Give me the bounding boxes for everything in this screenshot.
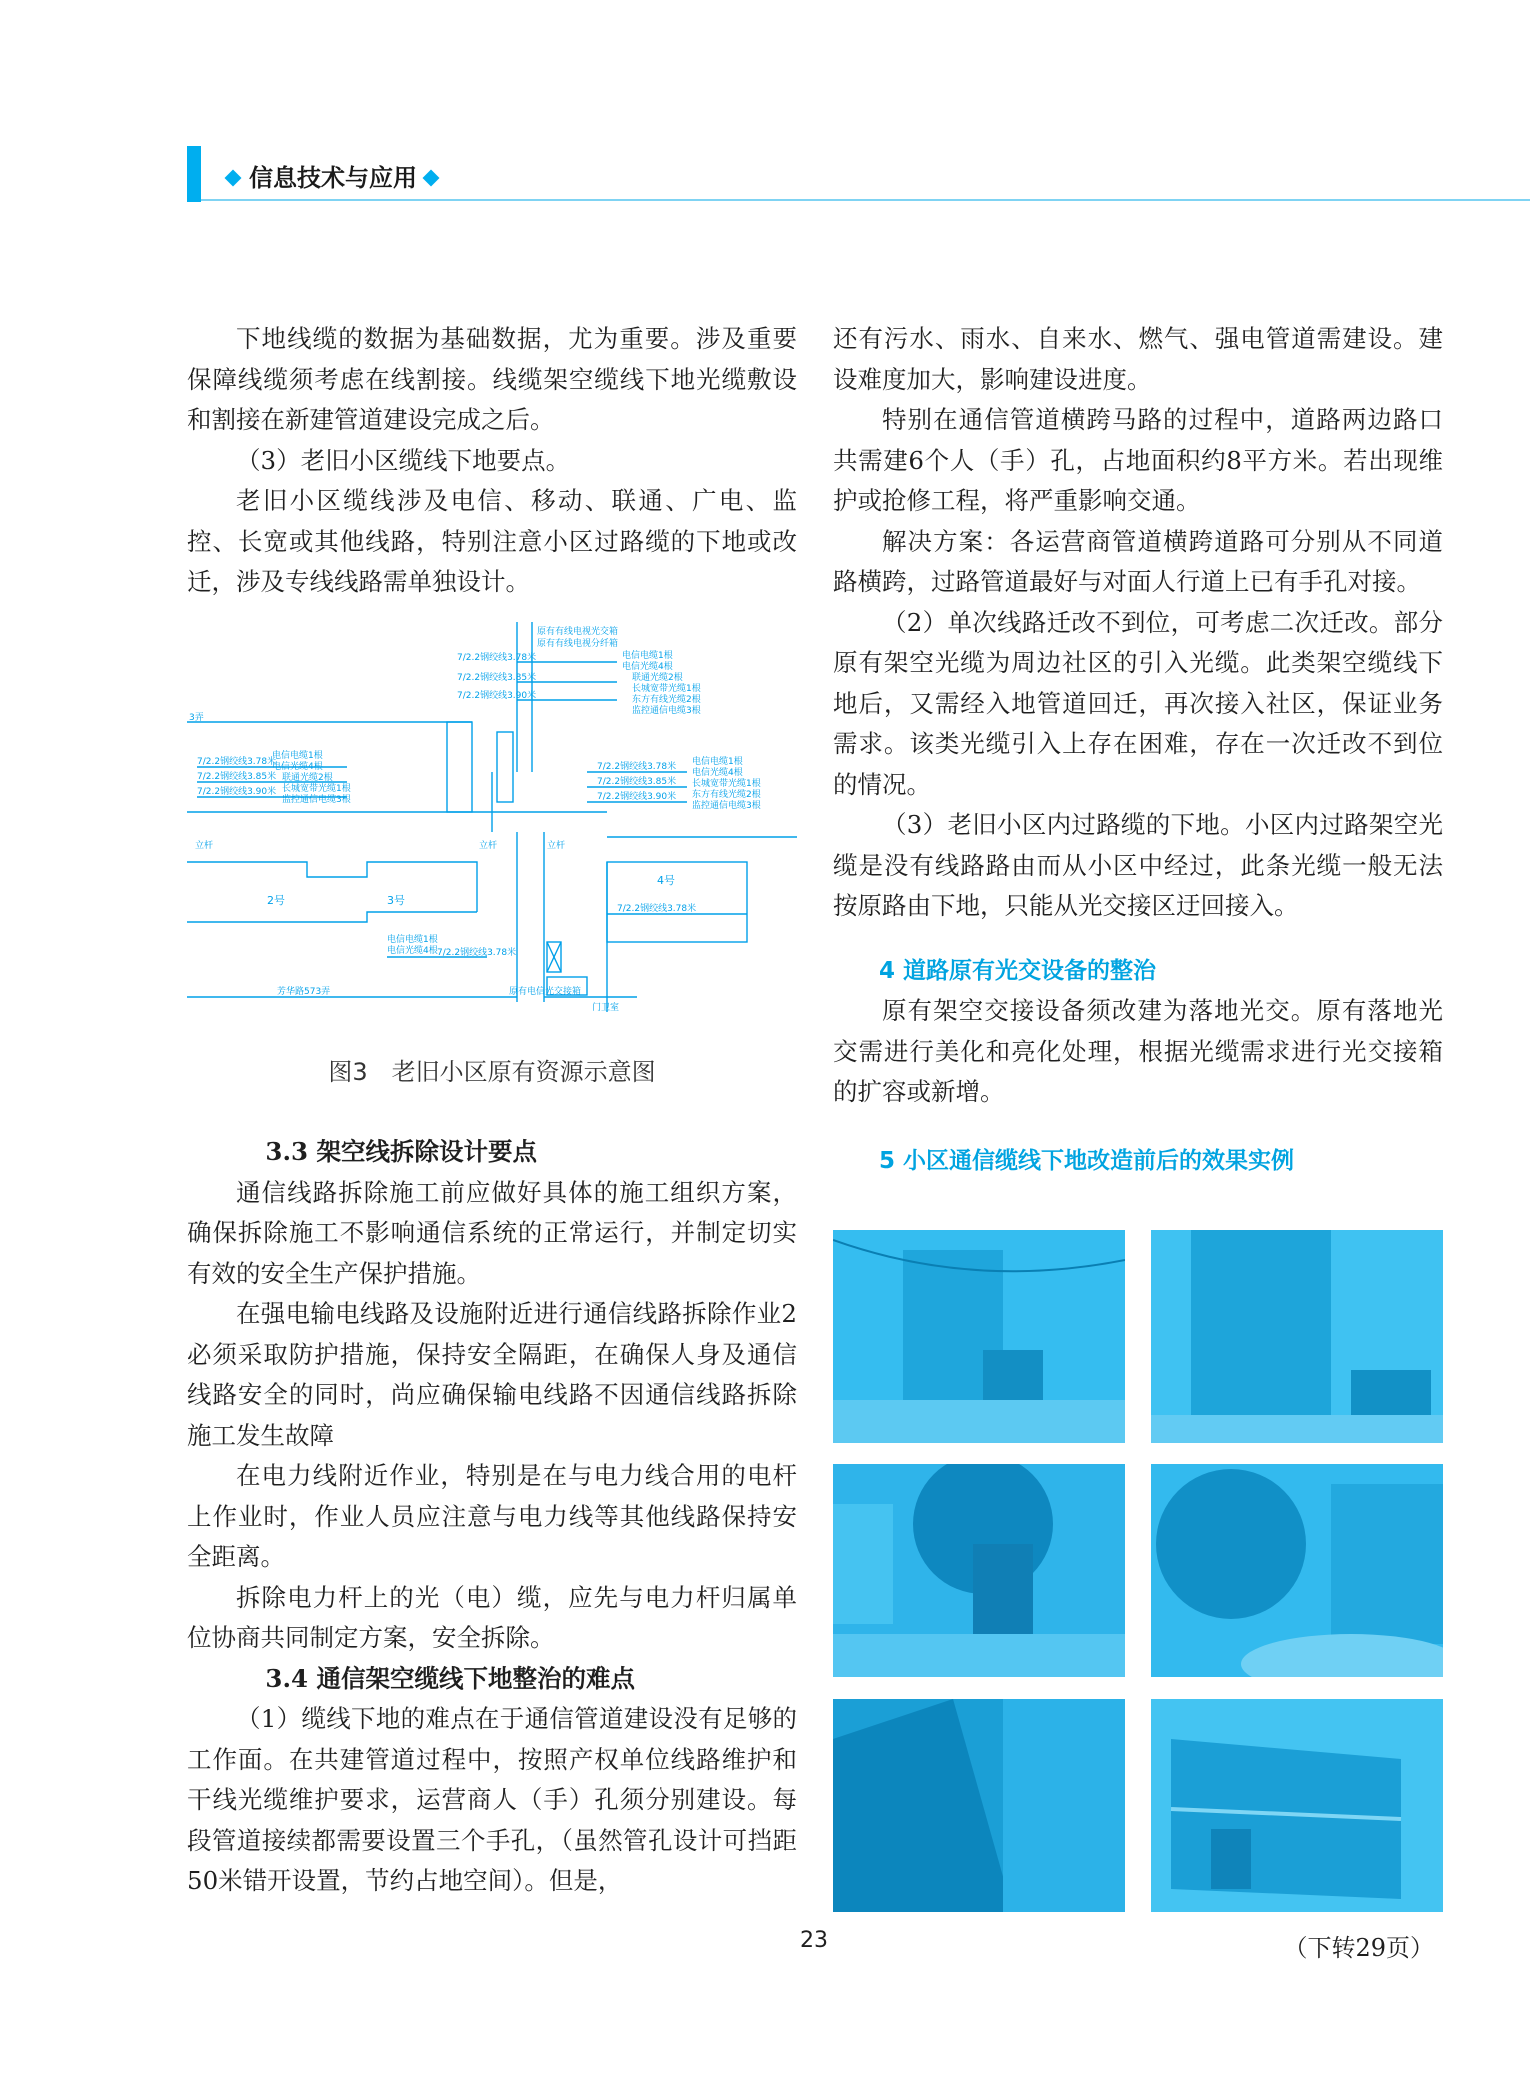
diagram-label: 7/2.2钢绞线3.78米	[437, 948, 517, 958]
diagram-label: 立杆	[479, 841, 498, 851]
diagram-label: 7/2.2钢绞线3.78米	[597, 762, 677, 772]
diagram-label: 7/2.2钢绞线3.78米	[197, 757, 277, 767]
paragraph: （3）老旧小区缆线下地要点。	[236, 445, 571, 475]
diagram-label: 电信光缆4根	[272, 762, 323, 772]
photo-before-1	[833, 1230, 1125, 1443]
paragraph: （3）老旧小区内过路缆的下地。小区内过路架空光缆是没有线路路由而从小区中经过，此条光缆一般无法按原路由下地，只能从光交接区迂回接入。	[833, 810, 1443, 920]
diagram-label: 7/2.2钢绞线3.90米	[457, 691, 537, 701]
paragraph: 原有架空交接设备须改建为落地光交。原有落地光交需进行美化和亮化处理，根据光缆需求进行光交接箱的扩容或新增。	[833, 996, 1443, 1106]
diagram-label: 电信电缆1根	[692, 757, 743, 767]
diagram-label: 7/2.2钢绞线3.90米	[197, 787, 277, 797]
diagram-label: 原有有线电视光交箱	[537, 627, 619, 637]
diagram-label: 7/2.2钢绞线3.78米	[617, 904, 697, 914]
paragraph: （1）缆线下地的难点在于通信管道建设没有足够的工作面。在共建管道过程中，按照产权单位线路维护和干线光缆维护要求，运营商人（手）孔须分别建设。每段管道接续都需要设置三个手孔，（虽然管孔设计可挡距50米错开设置，节约占地空间）。但是，	[187, 1704, 797, 1895]
continued-note: （下转29页）	[1283, 1934, 1434, 1962]
diagram-label: 电信电缆1根	[622, 651, 673, 661]
paragraph: 通信线路拆除施工前应做好具体的施工组织方案，确保拆除施工不影响通信系统的正常运行，并制定切实有效的安全生产保护措施。	[187, 1177, 797, 1288]
photo-before-2	[833, 1464, 1125, 1677]
diagram-label: 东方有线光缆2根	[632, 695, 701, 705]
diagram-label: 3号	[387, 894, 405, 907]
diagram-label: 联通光缆2根	[282, 773, 333, 783]
diagram-label: 芳华路573弄	[277, 987, 331, 997]
diagram-label: 7/2.2钢绞线3.78米	[457, 653, 537, 663]
diagram-label: 立杆	[547, 841, 566, 851]
diagram-label: 2号	[267, 894, 285, 907]
paragraph: 特别在通信管道横跨马路的过程中，道路两边路口共需建6个人（手）孔，占地面积约8平方米。若出现维护或抢修工程，将严重影响交通。	[833, 405, 1443, 515]
diagram-label: 电信光缆4根	[387, 946, 438, 956]
header-accent-bar	[187, 146, 201, 202]
paragraph: 拆除电力杆上的光（电）缆，应先与电力杆归属单位协商共同制定方案，安全拆除。	[187, 1582, 797, 1652]
diagram-label: 长城宽带光缆1根	[632, 684, 701, 694]
paragraph: 在电力线附近作业，特别是在与电力线合用的电杆上作业时，作业人员应注意与电力线等其他线路保持安全距离。	[187, 1461, 797, 1571]
diagram-label: 联通光缆2根	[632, 673, 683, 683]
diamond-icon	[225, 170, 242, 187]
diagram-label: 监控通信电缆3根	[692, 801, 761, 811]
diagram-label: 长城宽带光缆1根	[282, 784, 351, 794]
diagram-label: 电信电缆1根	[272, 751, 323, 761]
left-column-top	[187, 319, 797, 603]
spacer	[833, 1113, 1443, 1141]
column-title: 信息技术与应用	[249, 164, 417, 192]
diagram-label: 门卫室	[592, 1003, 620, 1012]
resource-diagram	[187, 622, 797, 1012]
diagram-label: 原有有线电视分纤箱	[537, 639, 619, 649]
diagram-label: 7/2.2钢绞线3.85米	[457, 673, 537, 683]
diagram-label: 立杆	[195, 841, 214, 851]
diamond-icon	[423, 170, 440, 187]
diagram-label: 7/2.2钢绞线3.85米	[597, 777, 677, 787]
paragraph: 解决方案：各运营商管道横跨道路可分别从不同道路横跨，过路管道最好与对面人行道上已有手孔对接。	[833, 526, 1443, 596]
diagram-label: 4号	[657, 874, 675, 887]
figure-caption: 图3 老旧小区原有资源示意图	[328, 1058, 656, 1086]
paragraph: 下地线缆的数据为基础数据，尤为重要。涉及重要保障线缆须考虑在线割接。线缆架空缆线下地光缆敷设和割接在新建管道建设完成之后。	[187, 324, 797, 434]
left-column-bottom	[187, 1132, 797, 1902]
diagram-label: 电信光缆4根	[692, 768, 743, 778]
section-heading: 5 小区通信缆线下地改造前后的效果实例	[879, 1147, 1295, 1174]
photo-after-3	[1151, 1699, 1443, 1912]
header-rule	[201, 199, 1530, 201]
diagram-label: 电信光缆4根	[622, 662, 673, 672]
diagram-label: 原有电信光交接箱	[509, 987, 582, 997]
paragraph: 老旧小区缆线涉及电信、移动、联通、广电、监控、长宽或其他线路，特别注意小区过路缆的下地或改迁，涉及专线线路需单独设计。	[187, 486, 797, 596]
diagram-label: 东方有线光缆2根	[692, 790, 761, 800]
diagram-label: 长城宽带光缆1根	[692, 779, 761, 789]
photo-before-3	[833, 1699, 1125, 1912]
photo-after-1	[1151, 1230, 1443, 1443]
paragraph: （2）单次线路迁改不到位，可考虑二次迁改。部分原有架空光缆为周边社区的引入光缆。此类架空缆线下地后，又需经入地管道回迁，再次接入社区，保证业务需求。该类光缆引入上存在困难，存在一次迁改不到位的情况。	[833, 607, 1443, 799]
diagram-label: 7/2.2钢绞线3.90米	[597, 792, 677, 802]
diagram-label: 3弄	[189, 713, 204, 723]
paragraph: 还有污水、雨水、自来水、燃气、强电管道需建设。建设难度加大，影响建设进度。	[833, 324, 1443, 394]
diagram-label: 监控通信电缆3根	[632, 706, 701, 716]
diagram-label: 7/2.2钢绞线3.85米	[197, 772, 277, 782]
section-heading: 4 道路原有光交设备的整治	[879, 957, 1157, 984]
subsection-heading: 3.3 架空线拆除设计要点	[265, 1137, 538, 1166]
photo-grid	[833, 1230, 1443, 1912]
section-header	[187, 146, 1530, 202]
right-column	[833, 319, 1443, 1181]
diagram-label: 电信电缆1根	[387, 935, 438, 945]
subsection-heading: 3.4 通信架空缆线下地整治的难点	[265, 1663, 636, 1693]
paragraph: 在强电输电线路及设施附近进行通信线路拆除作业2必须采取防护措施，保持安全隔距，在确保人身及通信线路安全的同时，尚应确保输电线路不因通信线路拆除施工发生故障	[187, 1299, 797, 1450]
spacer	[833, 927, 1443, 951]
diagram-label: 监控通信电缆3根	[282, 795, 351, 805]
header-title-wrap	[219, 158, 447, 193]
photo-after-2	[1151, 1464, 1443, 1677]
page-number: 23	[800, 1928, 828, 1953]
